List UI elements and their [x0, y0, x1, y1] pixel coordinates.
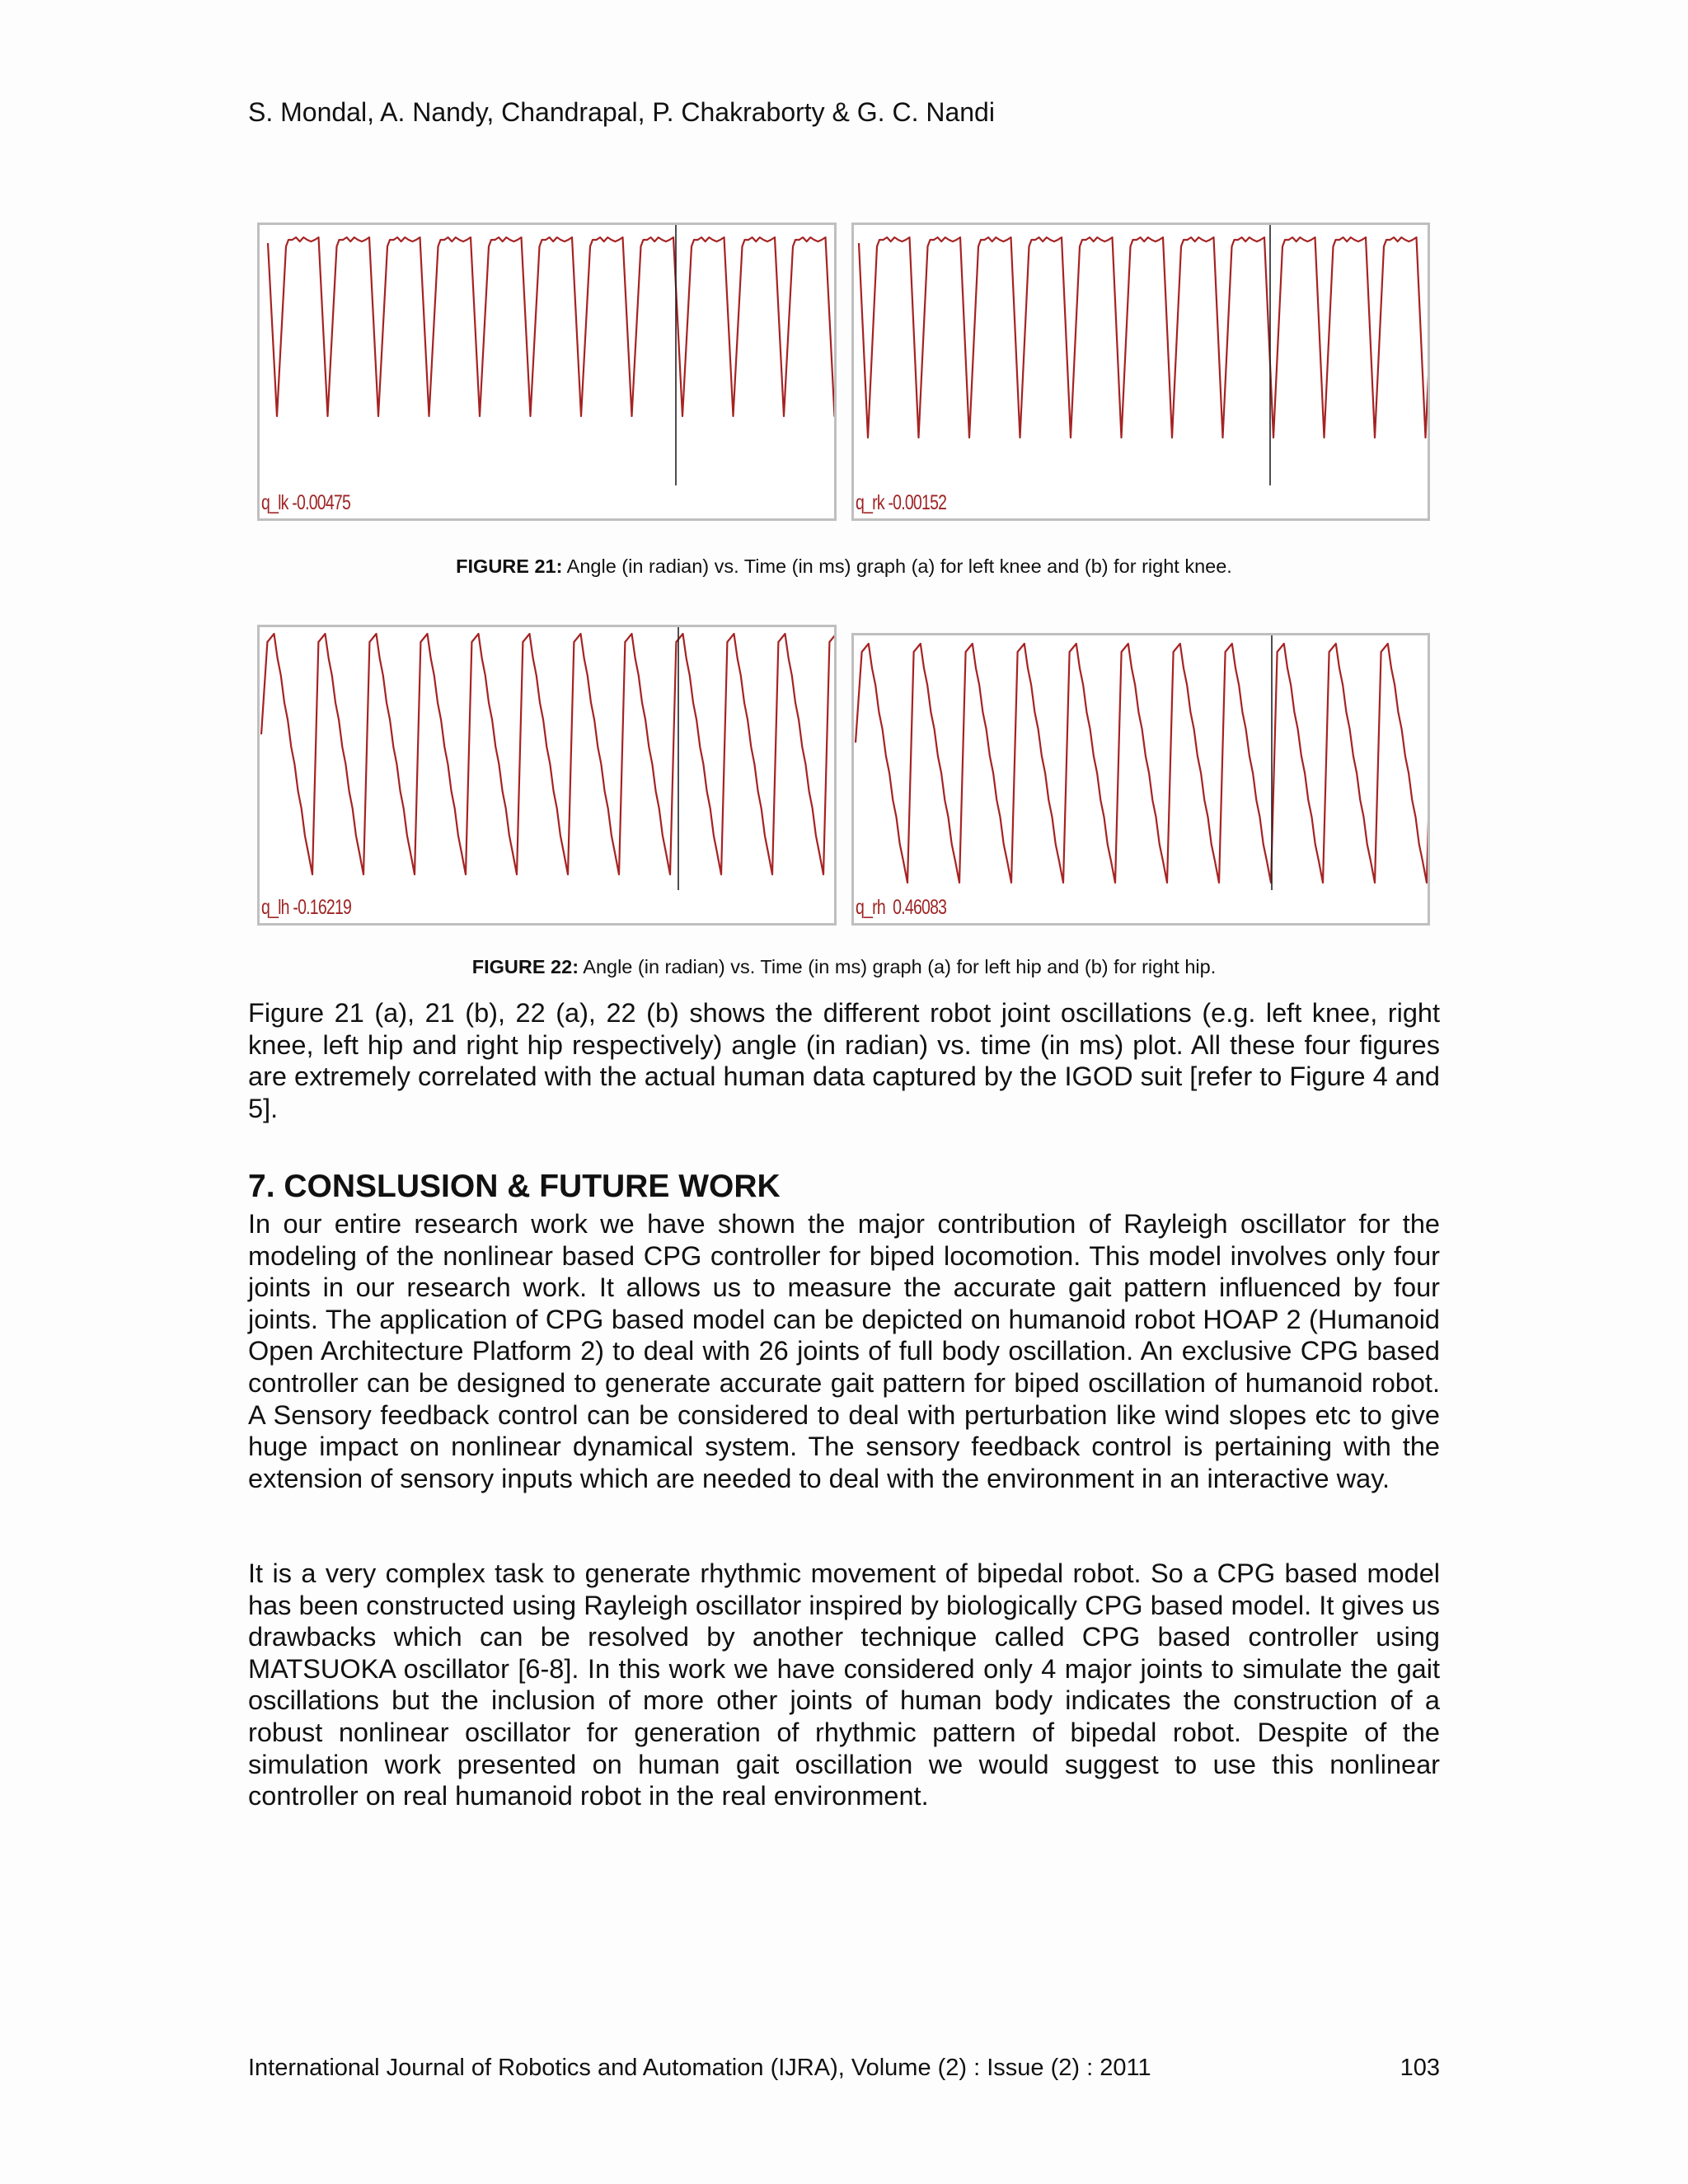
figure-22-label: FIGURE 22: [471, 956, 579, 977]
left-hip-scope [257, 625, 837, 926]
left-hip-readout: q_lh -0.16219 [261, 896, 352, 919]
paragraph-figure-discussion: Figure 21 (a), 21 (b), 22 (a), 22 (b) shows the different robot joint oscillations (e.g. left knee, right knee, left hip and right hip respectively) angle (in radian) vs. time (in ms) plot. All these four figures are extremely correlated with the actual human data captured by the IGOD suit [refer to Figure 4 and 5]. [248, 998, 1440, 1123]
left-knee-readout: q_lk -0.00475 [261, 491, 351, 514]
figure-21-caption [0, 555, 1688, 578]
left-knee-trace-line [268, 237, 834, 416]
right-knee-scope [851, 223, 1430, 521]
paragraph-conclusion-2: It is a very complex task to generate rhythmic movement of bipedal robot. So a CPG based model has been constructed using Rayleigh oscillator inspired by biologically CPG based model. It gives us drawbacks which can be resolved by another technique called CPG based controller using MATSUOKA oscillator [6-8]. In this work we have considered only 4 major joints to simulate the gait oscillations but the inclusion of more other joints of human body indicates the construction of a robust nonlinear oscillator for generation of rhythmic pattern of bipedal robot. Despite of the simulation work presented on human gait oscillation we would suggest to use this nonlinear controller on real humanoid robot in the real environment. [248, 1558, 1440, 1811]
figure-21-label: FIGURE 21: [456, 555, 563, 577]
figure-21-caption-text: Angle (in radian) vs. Time (in ms) graph (a) for left knee and (b) for right knee. [562, 555, 1232, 577]
journal-footer: International Journal of Robotics and Automation (IJRA), Volume (2) : Issue (2) : 2011 [248, 2055, 1151, 2081]
left-knee-trace [260, 225, 834, 518]
paragraph-conclusion-1: In our entire research work we have shown the major contribution of Rayleigh oscillator for the modeling of the nonlinear based CPG controller for biped locomotion. This model involves only four joints in our research work. It allows us to measure the accurate gait pattern influenced by four joints. The application of CPG based model can be depicted on humanoid robot HOAP 2 (Humanoid Open Architecture Platform 2) to deal with 26 joints of full body oscillation. An exclusive CPG based controller can be designed to generate accurate gait pattern for biped oscillation of humanoid robot. A Sensory feedback control can be considered to deal with perturbation like wind slopes etc to give huge impact on nonlinear dynamical system. The sensory feedback control is pertaining with the extension of sensory inputs which are needed to deal with the environment in an interactive way. [248, 1209, 1440, 1493]
left-knee-scope [257, 223, 837, 521]
right-knee-trace-line [859, 237, 1428, 438]
right-hip-trace [854, 635, 1428, 923]
left-hip-trace [260, 627, 834, 923]
section-heading: 7. CONSLUSION & FUTURE WORK [248, 1169, 781, 1204]
figure-22-caption-text: Angle (in radian) vs. Time (in ms) graph (a) for left hip and (b) for right hip. [579, 956, 1217, 977]
running-header: S. Mondal, A. Nandy, Chandrapal, P. Chakraborty & G. C. Nandi [248, 97, 995, 127]
right-knee-readout: q_rk -0.00152 [856, 491, 947, 514]
right-hip-readout: q_rh 0.46083 [856, 896, 947, 919]
right-knee-trace [854, 225, 1428, 518]
page-number: 103 [1400, 2055, 1440, 2081]
right-hip-scope [851, 633, 1430, 926]
right-hip-trace-line [856, 644, 1428, 883]
left-hip-trace-line [261, 634, 834, 874]
figure-22-caption [0, 956, 1688, 978]
